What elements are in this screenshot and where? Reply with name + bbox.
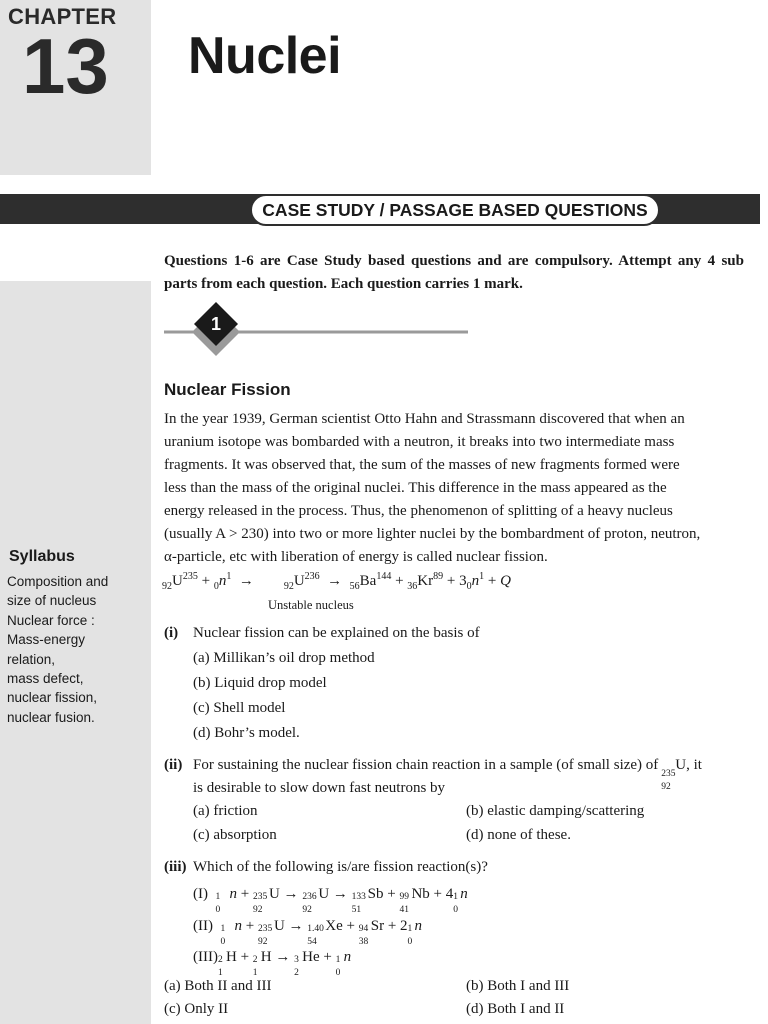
option-b[interactable]: (b) Liquid drop model [193,675,327,691]
reaction-1: (I) 1 0 n + 235 92 U → 236 92 U → 133 51 Sb + 99 41 Nb + 4 1 0 n [193,886,468,915]
paragraph-line: uranium isotope was bombarded with a neutron, it breaks into two intermediate mass [164,434,675,450]
equation-note: Unstable nucleus [268,598,354,612]
paragraph-line: In the year 1939, German scientist Otto Hahn and Strassmann discovered that when an [164,411,685,427]
question-text: Which of the following is/are fission reaction(s)? [193,859,488,875]
question-label: (iii) [164,859,187,875]
section-paragraph [164,408,746,569]
fission-equation: $_{92}U^{235} + _0n^1$ → $_{92}U^{236} \to _{56}Ba^{144} + _{36}Kr^{89} + 3_0n^1 + Q$ [162,571,511,592]
option-b[interactable]: (b) Both I and III [466,978,570,994]
syllabus-line: size of nucleus [7,593,97,609]
chapter-word: CHAPTER [8,4,117,29]
paragraph-line: less than the mass of the original nuclei. This difference in the mass appeared as the [164,480,667,496]
option-c[interactable]: (c) absorption [193,827,277,843]
chapter-title: Nuclei [188,27,342,85]
question-marker [164,300,468,360]
syllabus-line: Nuclear force : [7,612,95,628]
question-label: (i) [164,625,179,641]
option-c[interactable]: (c) Shell model [193,700,286,716]
option-b[interactable]: (b) elastic damping/scattering [466,803,645,819]
option-a[interactable]: (a) Millikan’s oil drop method [193,650,375,666]
question-text: For sustaining the nuclear fission chain reaction in a sample (of small size) of 235 92 U, it [193,757,702,792]
syllabus-line: Mass-energy [7,632,86,648]
option-d[interactable]: (d) none of these. [466,827,571,843]
reaction-2: (II) 1 0 n + 235 92 U → 1.40 54 Xe + 94 38 Sr + 2 1 0 n [193,918,423,947]
syllabus-list [7,572,149,727]
question-text-line-end: U, it [675,757,702,773]
paragraph-line: α-particle, etc with liberation of energy is called nuclear fission. [164,549,548,565]
option-a[interactable]: (a) friction [193,803,258,819]
question-text-line: is desirable to slow down fast neutrons by [193,780,446,796]
syllabus-line: relation, [7,651,56,667]
banner-label: CASE STUDY / PASSAGE BASED QUESTIONS [250,194,660,226]
question-text-line: For sustaining the nuclear fission chain reaction in a sample (of small size) of [193,757,659,773]
option-c[interactable]: (c) Only II [164,1001,229,1017]
chapter-box [0,0,151,175]
syllabus-line: nuclear fission, [7,690,98,706]
syllabus-title: Syllabus [9,548,75,565]
syllabus-line: mass defect, [7,671,84,687]
paragraph-line: fragments. It was observed that, the sum of the masses of new fragments formed were [164,457,680,473]
question-text: Nuclear fission can be explained on the basis of [193,625,480,641]
reaction-3: (III) 2 1 H + 2 1 H → 3 2 He + 1 0 n [193,949,352,978]
chapter-number: 13 [22,22,109,110]
section-heading: Nuclear Fission [164,380,291,399]
option-a[interactable]: (a) Both II and III [164,978,272,994]
question-label: (ii) [164,757,183,773]
intro-text: Questions 1-6 are Case Study based questions and are compulsory. Attempt any 4 sub parts from each question. Each question carries 1 mark. [164,253,744,292]
syllabus-line: nuclear fusion. [7,709,95,725]
question-number: 1 [210,314,222,334]
option-d[interactable]: (d) Both I and II [466,1001,565,1017]
paragraph-line: energy released in the process. Thus, the phenomenon of splitting of a heavy nucleus [164,503,673,519]
option-d[interactable]: (d) Bohr’s model. [193,725,300,741]
syllabus-line: Composition and [7,574,109,589]
paragraph-line: (usually A > 230) into two or more lighter nuclei by the bombardment of proton, neutron, [164,526,701,542]
